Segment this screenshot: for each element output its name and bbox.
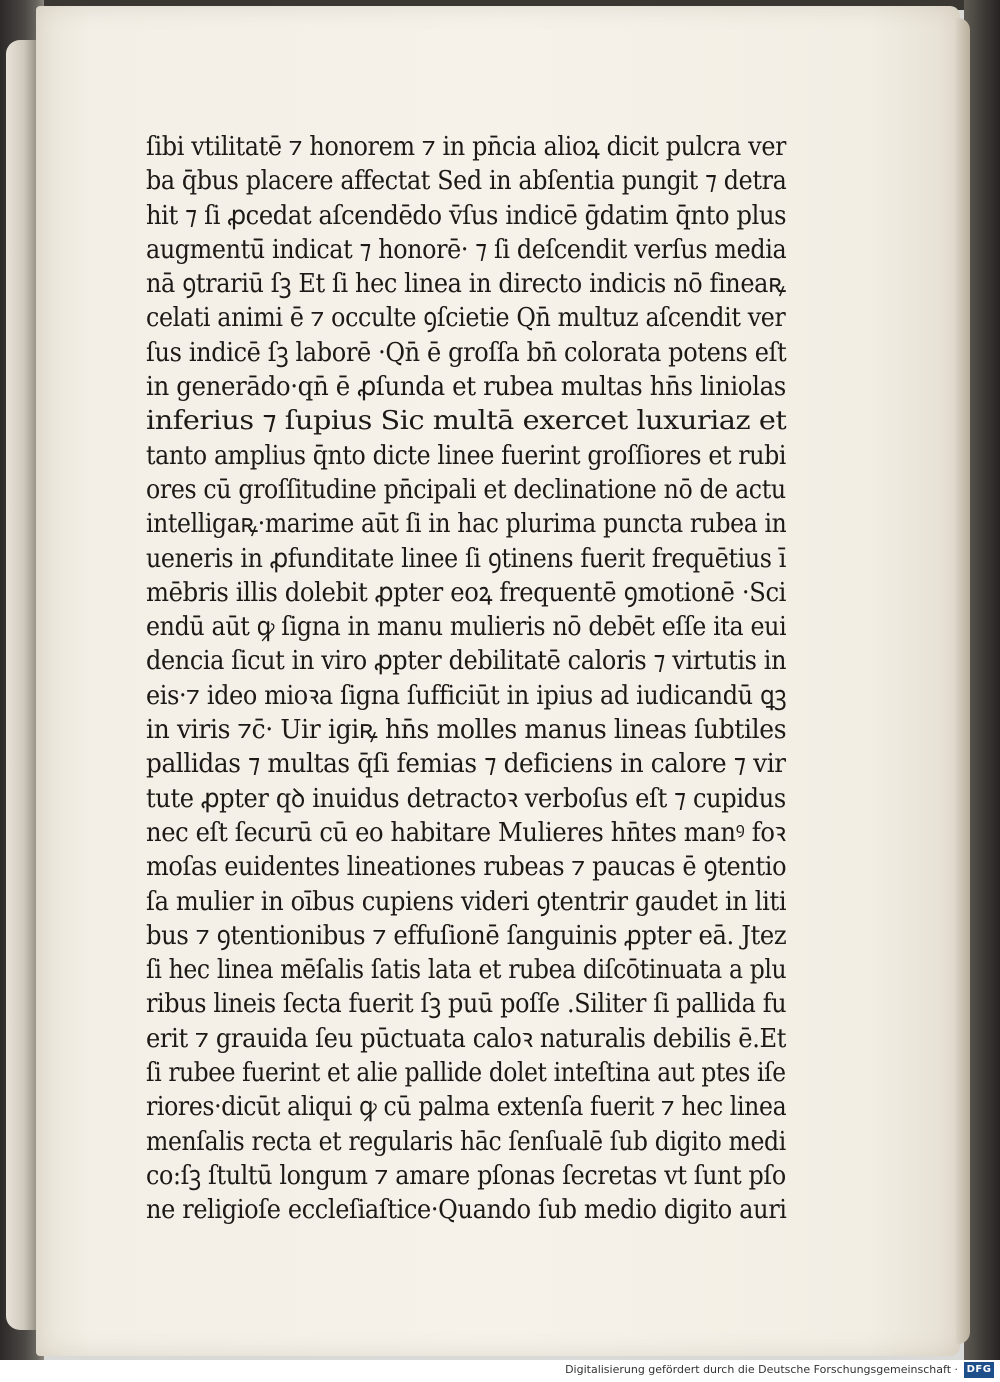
text-line: mēbris illis dolebit ꝓpter eoꝝ frequentē ꝯmotionē ·Sci <box>146 577 787 608</box>
text-line: in viris ⁊c̄· Uir igiꝶ hn̄s molles manus lineas ſubtiles <box>146 715 787 746</box>
text-line: pallidas ⁊ multas q̄ſi femias ⁊ deficiens in calore ⁊ vir <box>146 749 786 780</box>
text-line: menſalis recta et regularis hāc ſenſualē ſub digito medi <box>146 1126 786 1157</box>
text-line: bus ⁊ ꝯtentionibus ⁊ effuſionē ſanguinis ꝓpter eā. Jtez <box>146 920 787 951</box>
text-line: ſi rubee fuerint et alie pallide dolet inteſtina aut ptes iſe <box>146 1058 786 1089</box>
text-line: ueneris in ꝓfunditate linee ſi ꝯtinens fuerit frequētius ī <box>146 543 786 574</box>
text-line: augmentū̄ indicat ⁊ honorē· ⁊ ſi deſcendit verſus media <box>146 234 787 265</box>
text-line: riores·dicūt aliqui ꝙ cū palma extenſa fuerit ⁊ hec linea <box>146 1092 787 1123</box>
text-line: ſibi vtilitatē ⁊ honorem ⁊ in pn̄cia alioꝝ dicit pulcra ver <box>146 132 787 162</box>
text-line: ſus indicē ſꝫ laborē ·Qn̄ ē groſſa bn̄ colorata potens eſt <box>146 337 787 368</box>
text-line: co:ſꝫ ſtultū longum ⁊ amare pſonas ſecretas vt ſunt pſo <box>146 1160 786 1191</box>
facing-page-edge <box>6 40 36 1330</box>
text-line: ſa mulier in oībus cupiens videri ꝯtentrir gaudet in liti <box>146 886 787 917</box>
page-fore-edge <box>956 18 970 1344</box>
funding-credit: Digitalisierung gefördert durch die Deutsche Forschungsgemeinschaft · <box>565 1363 958 1376</box>
text-line: endū aūt ꝙ ſigna in manu mulieris nō debēt eſſe ita eui <box>146 612 787 643</box>
text-line: eis·⁊ ideo mioꝛa ſigna ſufficiūt in ipius ad iudicandū ꝗꝫ <box>146 680 787 711</box>
text-line: nec eſt ſecurū cū eo habitare Mulieres hn̄tes manꝰ foꝛ <box>146 817 786 848</box>
dfg-logo: DFG <box>964 1362 994 1378</box>
text-line: tute ꝓpter qꝺ inuidus detractoꝛ verboſus eſt ⁊ cupidus <box>146 783 786 814</box>
footer-bar <box>0 1360 1000 1382</box>
text-line: moſas euidentes lineationes rubeas ⁊ paucas ē ꝯtentio <box>146 852 787 883</box>
text-line: dencia ſicut in viro ꝓpter debilitatē caloris ⁊ virtutis in <box>146 646 787 677</box>
text-line: celati animi ē ⁊ occulte ꝯſcietie Qn̄ multuz aſcendit ver <box>146 303 786 334</box>
text-line: intelligaꝶ·marime aūt ſi in hac plurima puncta rubea in <box>146 509 787 540</box>
body-text <box>146 130 786 1228</box>
text-line: ſi hec linea mēſalis ſatis lata et rubea diſcōtinuata a plu <box>146 955 787 986</box>
text-line: ribus lineis ſecta fuerit ſꝫ puū poſſe .Siliter ſi pallida fu <box>146 989 786 1020</box>
text-line: hit ⁊ ſi ꝓcedat aſcendēdo v̄ſus indicē ḡdatim q̄nto plus <box>146 200 787 231</box>
text-line: tanto amplius q̄nto dicte linee fuerint groſſiores et rubi <box>146 440 786 471</box>
text-line: inferius ⁊ ſupius Sic multā exercet luxuriaz et <box>146 406 787 437</box>
text-line: erit ⁊ grauida ſeu pūctuata caloꝛ naturalis debilis ē.Et <box>146 1023 787 1054</box>
text-line: ne religioſe eccleſiaſtice·Quando ſub medio digito auri <box>146 1195 787 1226</box>
text-line: ba q̄bus placere affectat Sed in abſentia pungit ⁊ detra <box>146 166 787 197</box>
text-line: ores cū groſſitudine pn̄cipali et declinatione nō de actu <box>146 474 786 505</box>
text-line: nā ꝯtrariū ſꝫ Et ſi hec linea in directo indicis nō fineaꝶ <box>146 269 786 300</box>
text-line: in generādo·qn̄ ē ꝓſunda et rubea multas hn̄s liniolas <box>146 372 786 403</box>
